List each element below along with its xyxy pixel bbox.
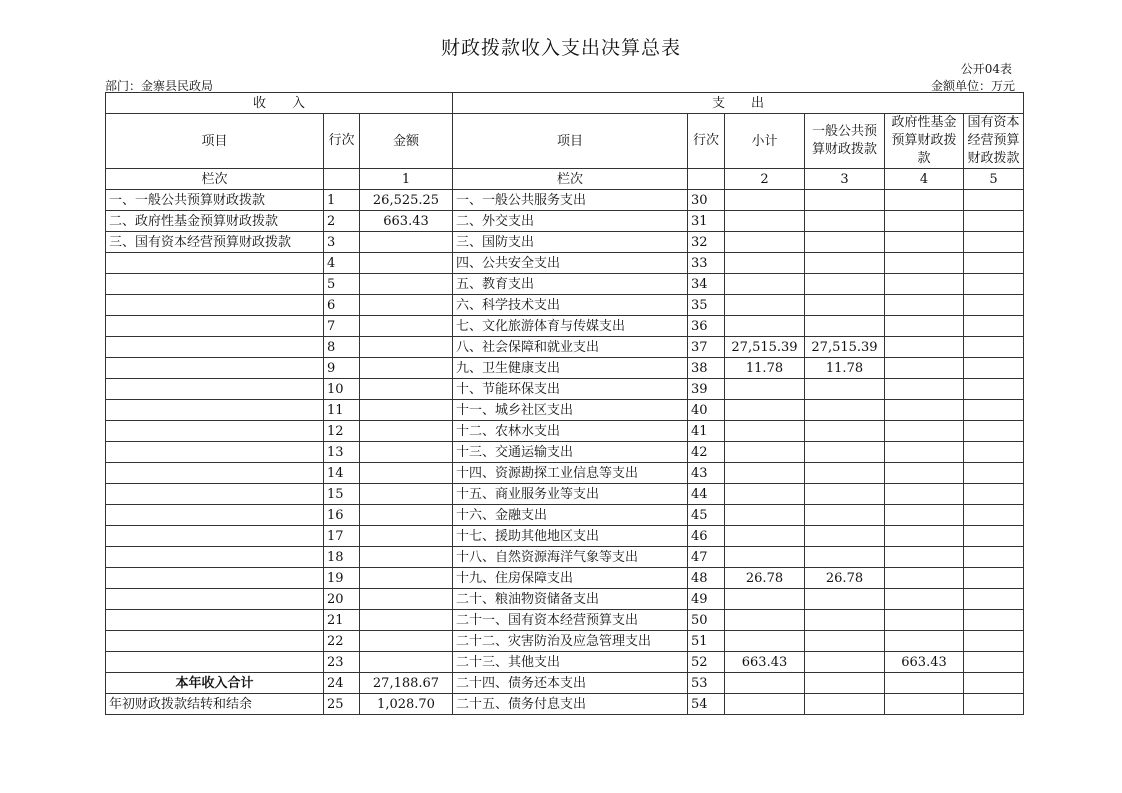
income-row-no-cell: 6 [324,295,360,316]
income-item-cell [106,253,324,274]
table-row [106,547,1024,568]
income-amount-cell [360,316,453,337]
income-row-no-cell: 13 [324,442,360,463]
table-row [106,295,1024,316]
expense-item-cell: 十三、交通运输支出 [453,442,688,463]
state-capital-cell [964,190,1024,211]
income-amount-cell [360,631,453,652]
section-header-row [106,93,1024,114]
subtotal-cell [725,547,805,568]
table-row [106,337,1024,358]
state-capital-cell [964,526,1024,547]
expense-row-no-cell: 38 [688,358,725,379]
income-row-no-cell: 8 [324,337,360,358]
expense-row-no-cell: 40 [688,400,725,421]
col-index-4: 4 [885,169,964,190]
income-item-cell [106,631,324,652]
table-row [106,400,1024,421]
income-col-label: 栏次 [106,169,324,190]
income-item-cell: 二、政府性基金预算财政拨款 [106,211,324,232]
income-amount-cell [360,400,453,421]
expense-row-no-cell: 34 [688,274,725,295]
income-item-cell [106,568,324,589]
table-row [106,211,1024,232]
income-amount-cell: 26,525.25 [360,190,453,211]
income-amount-cell [360,568,453,589]
expense-item-cell: 十七、援助其他地区支出 [453,526,688,547]
income-row-no-cell: 4 [324,253,360,274]
table-row [106,379,1024,400]
state-capital-cell [964,211,1024,232]
state-capital-cell [964,421,1024,442]
table-row [106,190,1024,211]
expense-row-no-cell: 47 [688,547,725,568]
gov-fund-cell [885,442,964,463]
subtotal-cell [725,610,805,631]
gov-fund-cell [885,673,964,694]
gov-fund-cell [885,211,964,232]
income-row-no-cell: 18 [324,547,360,568]
income-row-no-cell: 16 [324,505,360,526]
state-capital-cell [964,274,1024,295]
amount-unit-label: 金额单位：万元 [930,79,1015,93]
table-row [106,316,1024,337]
empty-cell [688,169,725,190]
expense-row-no-cell: 41 [688,421,725,442]
income-item-cell [106,337,324,358]
income-row-no-cell: 12 [324,421,360,442]
subtotal-cell [725,673,805,694]
gov-fund-cell [885,253,964,274]
table-row [106,589,1024,610]
income-item-cell: 一、一般公共预算财政拨款 [106,190,324,211]
expense-item-cell: 十二、农林水支出 [453,421,688,442]
table-row [106,358,1024,379]
income-amount-cell [360,442,453,463]
income-row-no-cell: 20 [324,589,360,610]
income-row-no-cell: 15 [324,484,360,505]
expense-item-cell: 四、公共安全支出 [453,253,688,274]
income-row-no-cell: 21 [324,610,360,631]
column-header-row [106,114,1024,169]
expense-item-cell: 九、卫生健康支出 [453,358,688,379]
subtotal-cell: 26.78 [725,568,805,589]
table-row [106,463,1024,484]
gov-fund-cell [885,568,964,589]
column-index-row [106,169,1024,190]
state-capital-cell [964,358,1024,379]
state-capital-cell [964,442,1024,463]
general-budget-cell [805,232,885,253]
income-item-cell [106,547,324,568]
general-budget-cell [805,652,885,673]
income-item-header: 项目 [106,114,324,169]
subtotal-cell [725,484,805,505]
subtotal-cell [725,589,805,610]
subtotal-cell [725,232,805,253]
expense-item-cell: 七、文化旅游体育与传媒支出 [453,316,688,337]
income-amount-cell [360,526,453,547]
expense-row-no-cell: 35 [688,295,725,316]
empty-cell [324,169,360,190]
general-budget-cell [805,673,885,694]
expense-item-cell: 十五、商业服务业等支出 [453,484,688,505]
expense-item-cell: 一、一般公共服务支出 [453,190,688,211]
income-row-no-cell: 24 [324,673,360,694]
gov-fund-cell [885,190,964,211]
state-capital-cell [964,673,1024,694]
income-item-cell [106,274,324,295]
state-capital-cell [964,316,1024,337]
income-amount-cell: 1,028.70 [360,694,453,715]
subtotal-cell [725,421,805,442]
gov-fund-cell [885,337,964,358]
subtotal-cell [725,694,805,715]
expense-section-header: 支 出 [453,93,1024,114]
gov-fund-cell [885,484,964,505]
table-row [106,652,1024,673]
income-item-cell [106,379,324,400]
income-row-no-cell: 19 [324,568,360,589]
col-index-5: 5 [964,169,1024,190]
table-row [106,274,1024,295]
table-row [106,253,1024,274]
income-item-cell [106,610,324,631]
table-row [106,631,1024,652]
income-row-no-cell: 9 [324,358,360,379]
expense-row-no-cell: 48 [688,568,725,589]
income-amount-cell [360,253,453,274]
expense-item-cell: 八、社会保障和就业支出 [453,337,688,358]
income-item-cell [106,400,324,421]
expense-row-no-cell: 46 [688,526,725,547]
table-row [106,421,1024,442]
income-item-cell [106,505,324,526]
income-row-no-cell: 11 [324,400,360,421]
income-item-cell: 三、国有资本经营预算财政拨款 [106,232,324,253]
general-budget-cell [805,400,885,421]
income-row-no-cell: 17 [324,526,360,547]
income-item-cell: 本年收入合计 [106,673,324,694]
expense-item-cell: 十六、金融支出 [453,505,688,526]
income-amount-cell [360,232,453,253]
expense-item-cell: 十四、资源勘探工业信息等支出 [453,463,688,484]
subtotal-cell [725,526,805,547]
expense-row-no-cell: 53 [688,673,725,694]
income-row-no-cell: 7 [324,316,360,337]
general-budget-cell [805,190,885,211]
income-row-no-cell: 22 [324,631,360,652]
income-item-cell [106,589,324,610]
subtotal-cell [725,316,805,337]
subtotal-cell: 11.78 [725,358,805,379]
budget-table [105,92,1024,715]
expense-row-no-header: 行次 [688,114,725,169]
gov-fund-cell [885,547,964,568]
expense-row-no-cell: 31 [688,211,725,232]
income-item-cell [106,442,324,463]
general-budget-cell [805,505,885,526]
state-capital-cell [964,589,1024,610]
expense-row-no-cell: 43 [688,463,725,484]
income-item-cell [106,652,324,673]
state-capital-header: 国有资本经营预算财政拨款 [964,114,1024,169]
income-amount-cell [360,610,453,631]
expense-row-no-cell: 45 [688,505,725,526]
general-budget-cell: 27,515.39 [805,337,885,358]
gov-fund-cell [885,400,964,421]
income-amount-cell: 663.43 [360,211,453,232]
subtotal-cell [725,379,805,400]
subtotal-cell [725,274,805,295]
report-title: 财政拨款收入支出决算总表 [440,37,681,59]
gov-fund-cell [885,295,964,316]
gov-fund-cell [885,589,964,610]
expense-row-no-cell: 36 [688,316,725,337]
general-budget-cell [805,610,885,631]
state-capital-cell [964,463,1024,484]
gov-fund-cell: 663.43 [885,652,964,673]
subtotal-cell [725,400,805,421]
income-item-cell [106,463,324,484]
income-amount-cell [360,337,453,358]
subtotal-header: 小计 [725,114,805,169]
expense-item-cell: 二十五、债务付息支出 [453,694,688,715]
expense-item-header: 项目 [453,114,688,169]
income-amount-cell [360,274,453,295]
subtotal-cell [725,253,805,274]
income-amount-cell [360,505,453,526]
income-amount-cell [360,547,453,568]
subtotal-cell [725,631,805,652]
table-row [106,442,1024,463]
state-capital-cell [964,652,1024,673]
col-index-1: 1 [360,169,453,190]
income-row-no-cell: 2 [324,211,360,232]
subtotal-cell [725,295,805,316]
general-budget-cell [805,379,885,400]
expense-item-cell: 二十、粮油物资储备支出 [453,589,688,610]
col-index-2: 2 [725,169,805,190]
department-label: 部门：金寨县民政局 [105,79,214,93]
gov-fund-cell [885,232,964,253]
expense-item-cell: 五、教育支出 [453,274,688,295]
income-item-cell: 年初财政拨款结转和结余 [106,694,324,715]
subtotal-cell [725,211,805,232]
expense-item-cell: 三、国防支出 [453,232,688,253]
gov-fund-cell [885,274,964,295]
gov-fund-header: 政府性基金预算财政拨款 [885,114,964,169]
general-budget-cell: 26.78 [805,568,885,589]
general-budget-cell [805,442,885,463]
general-budget-cell [805,421,885,442]
income-amount-cell [360,379,453,400]
table-row [106,232,1024,253]
state-capital-cell [964,400,1024,421]
income-row-no-cell: 5 [324,274,360,295]
expense-row-no-cell: 37 [688,337,725,358]
expense-item-cell: 二十四、债务还本支出 [453,673,688,694]
subtotal-cell: 27,515.39 [725,337,805,358]
subtotal-cell [725,463,805,484]
general-budget-header: 一般公共预算财政拨款 [805,114,885,169]
state-capital-cell [964,610,1024,631]
state-capital-cell [964,337,1024,358]
gov-fund-cell [885,631,964,652]
general-budget-cell [805,484,885,505]
expense-row-no-cell: 49 [688,589,725,610]
expense-item-cell: 二十三、其他支出 [453,652,688,673]
gov-fund-cell [885,316,964,337]
table-body [106,93,1024,715]
expense-item-cell: 十九、住房保障支出 [453,568,688,589]
expense-row-no-cell: 33 [688,253,725,274]
gov-fund-cell [885,379,964,400]
income-section-header: 收 入 [106,93,453,114]
income-row-no-cell: 3 [324,232,360,253]
table-row [106,526,1024,547]
income-amount-cell: 27,188.67 [360,673,453,694]
income-amount-cell [360,295,453,316]
subtotal-cell [725,190,805,211]
state-capital-cell [964,631,1024,652]
general-budget-cell: 11.78 [805,358,885,379]
expense-row-no-cell: 42 [688,442,725,463]
state-capital-cell [964,232,1024,253]
gov-fund-cell [885,526,964,547]
col-index-3: 3 [805,169,885,190]
income-item-cell [106,316,324,337]
general-budget-cell [805,631,885,652]
state-capital-cell [964,694,1024,715]
income-amount-header: 金额 [360,114,453,169]
expense-item-cell: 六、科学技术支出 [453,295,688,316]
state-capital-cell [964,484,1024,505]
general-budget-cell [805,547,885,568]
general-budget-cell [805,316,885,337]
expense-item-cell: 十八、自然资源海洋气象等支出 [453,547,688,568]
income-item-cell [106,484,324,505]
expense-col-label: 栏次 [453,169,688,190]
table-row [106,694,1024,715]
state-capital-cell [964,295,1024,316]
state-capital-cell [964,379,1024,400]
income-item-cell [106,295,324,316]
expense-item-cell: 二十二、灾害防治及应急管理支出 [453,631,688,652]
income-amount-cell [360,463,453,484]
income-amount-cell [360,652,453,673]
income-row-no-cell: 14 [324,463,360,484]
expense-row-no-cell: 54 [688,694,725,715]
expense-row-no-cell: 32 [688,232,725,253]
general-budget-cell [805,694,885,715]
expense-row-no-cell: 51 [688,631,725,652]
table-row [106,505,1024,526]
income-item-cell [106,421,324,442]
income-item-cell [106,526,324,547]
expense-row-no-cell: 44 [688,484,725,505]
expense-item-cell: 二、外交支出 [453,211,688,232]
table-row [106,610,1024,631]
expense-item-cell: 十一、城乡社区支出 [453,400,688,421]
general-budget-cell [805,253,885,274]
subtotal-cell [725,505,805,526]
expense-row-no-cell: 39 [688,379,725,400]
general-budget-cell [805,589,885,610]
gov-fund-cell [885,610,964,631]
expense-row-no-cell: 52 [688,652,725,673]
general-budget-cell [805,295,885,316]
income-amount-cell [360,358,453,379]
expense-row-no-cell: 50 [688,610,725,631]
table-row [106,484,1024,505]
income-amount-cell [360,484,453,505]
income-row-no-cell: 25 [324,694,360,715]
state-capital-cell [964,505,1024,526]
table-row [106,673,1024,694]
income-row-no-cell: 1 [324,190,360,211]
subtotal-cell [725,442,805,463]
table-row [106,568,1024,589]
state-capital-cell [964,547,1024,568]
state-capital-cell [964,568,1024,589]
income-row-no-cell: 10 [324,379,360,400]
general-budget-cell [805,211,885,232]
subtotal-cell: 663.43 [725,652,805,673]
income-item-cell [106,358,324,379]
income-amount-cell [360,589,453,610]
gov-fund-cell [885,694,964,715]
gov-fund-cell [885,505,964,526]
income-amount-cell [360,421,453,442]
state-capital-cell [964,253,1024,274]
general-budget-cell [805,463,885,484]
expense-item-cell: 十、节能环保支出 [453,379,688,400]
gov-fund-cell [885,358,964,379]
expense-item-cell: 二十一、国有资本经营预算支出 [453,610,688,631]
form-number: 公开04表 [960,62,1012,76]
gov-fund-cell [885,421,964,442]
general-budget-cell [805,526,885,547]
income-row-no-cell: 23 [324,652,360,673]
expense-row-no-cell: 30 [688,190,725,211]
gov-fund-cell [885,463,964,484]
income-row-no-header: 行次 [324,114,360,169]
general-budget-cell [805,274,885,295]
